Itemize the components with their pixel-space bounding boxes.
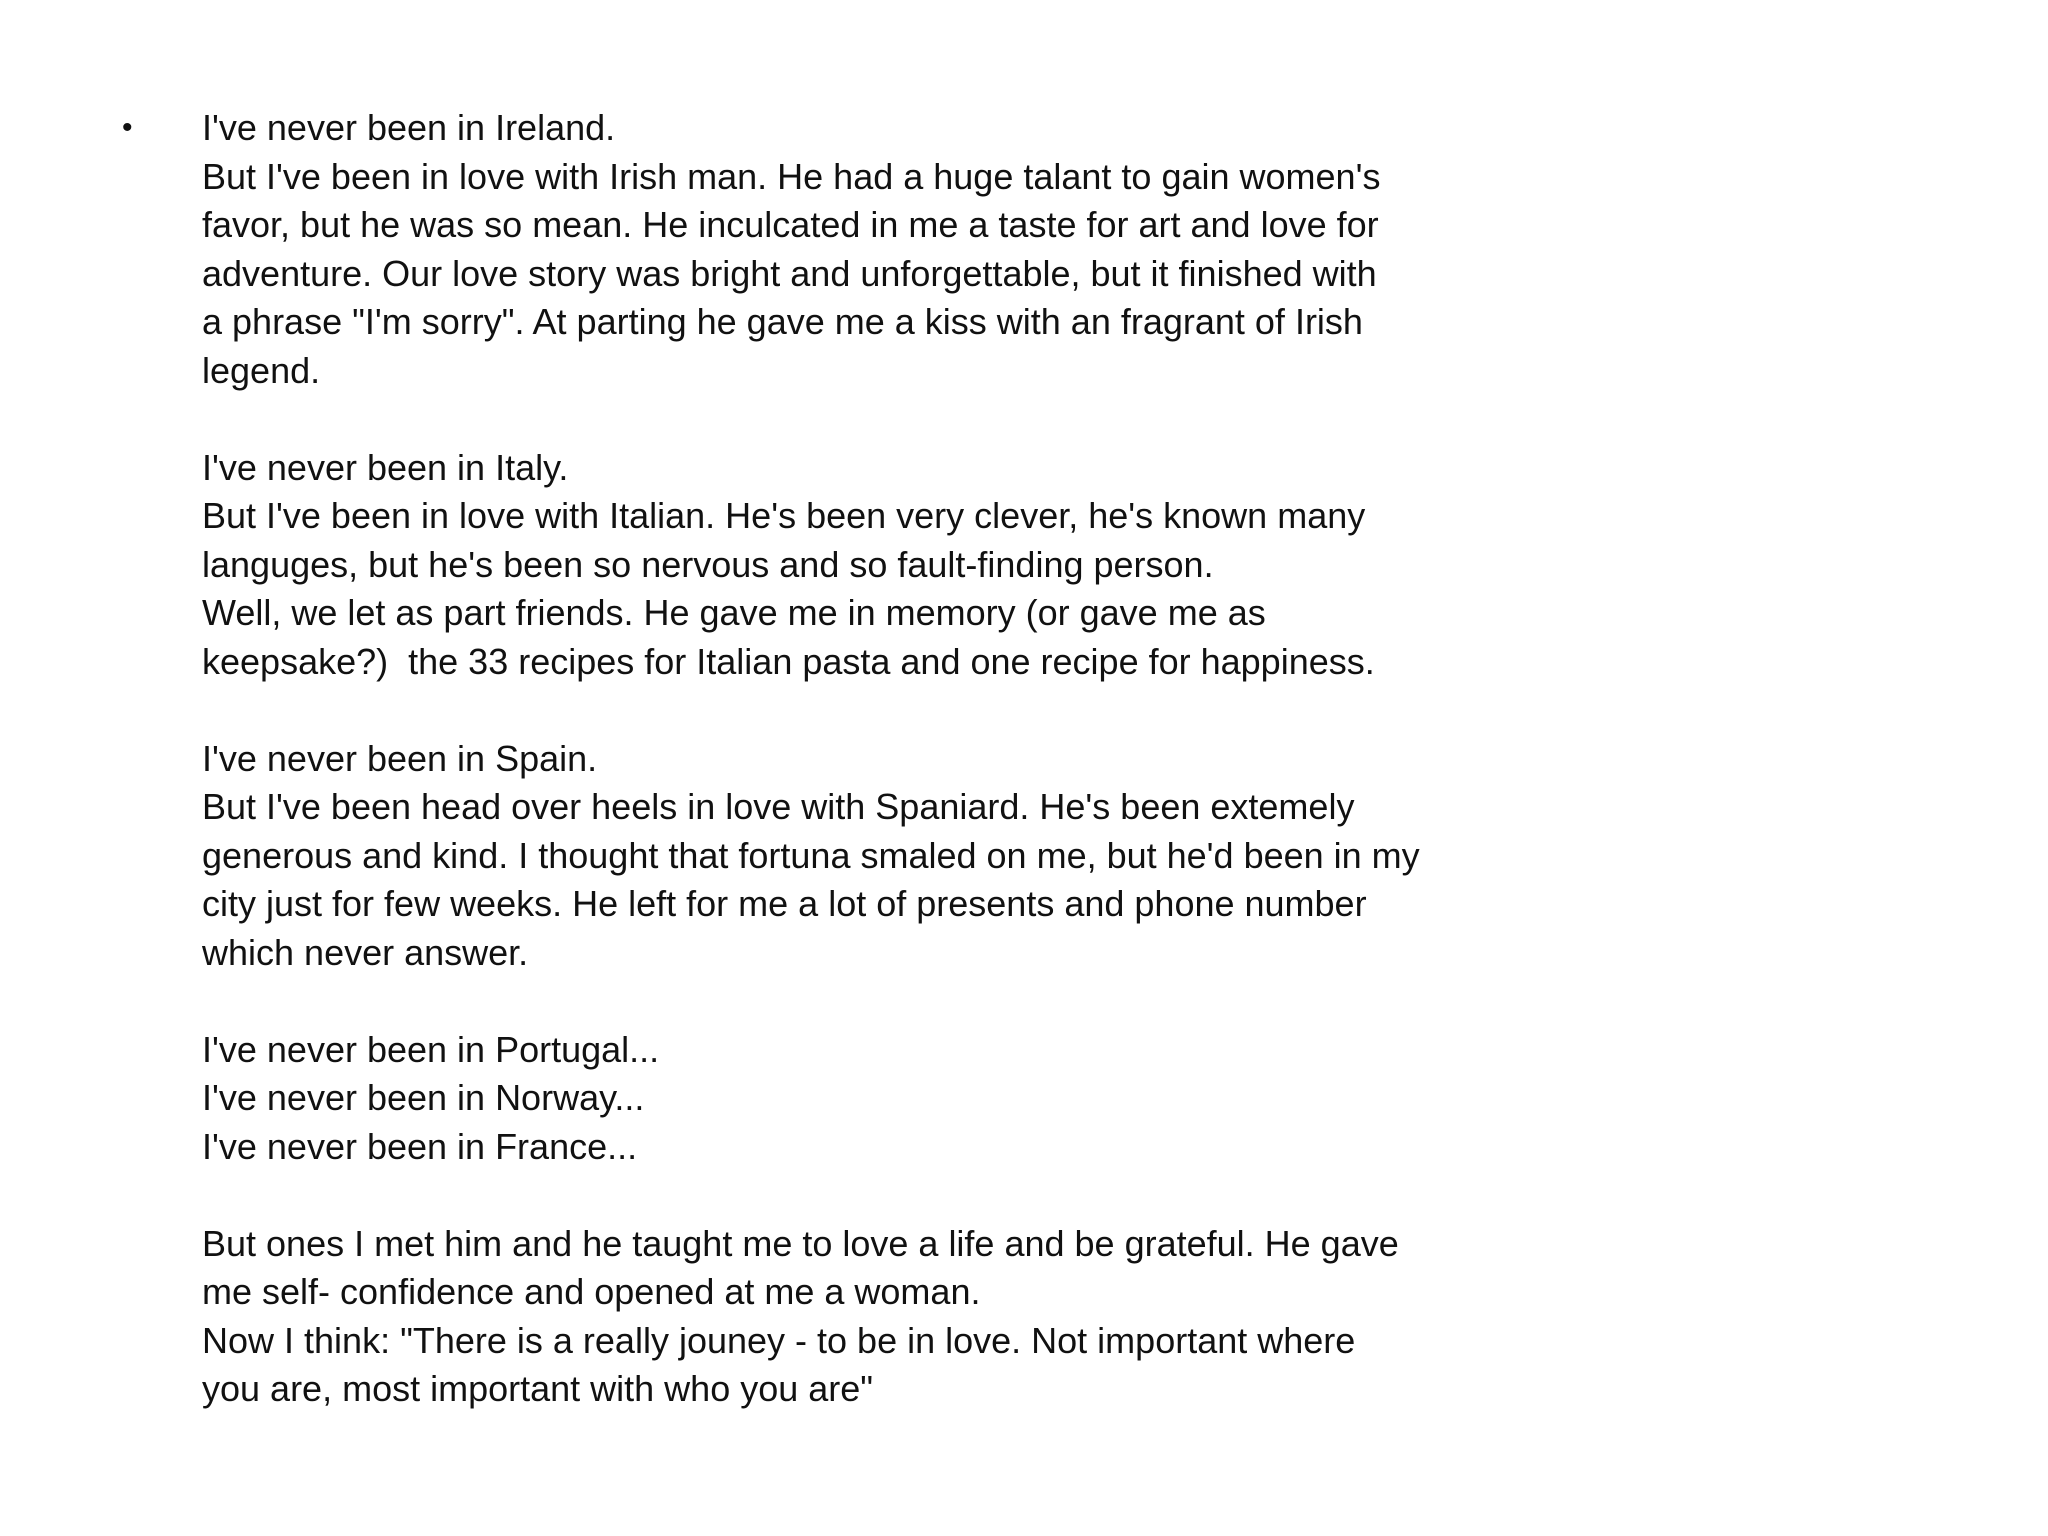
stanza-never-been bbox=[202, 1026, 1722, 1172]
stanza-gap bbox=[202, 1171, 1722, 1220]
stanza-spain bbox=[202, 735, 1722, 978]
text-line: But I've been head over heels in love with Spaniard. He's been extemely bbox=[202, 786, 1355, 827]
text-line: you are, most important with who you are" bbox=[202, 1368, 874, 1409]
text-line: city just for few weeks. He left for me a lot of presents and phone number bbox=[202, 883, 1367, 924]
stanza-gap bbox=[202, 686, 1722, 735]
text-line: adventure. Our love story was bright and unforgettable, but it finished with bbox=[202, 252, 1377, 294]
text-line: keepsake?) the 33 recipes for Italian pasta and one recipe for happiness. bbox=[202, 640, 1375, 682]
stanza-gap bbox=[202, 395, 1722, 444]
text-line: Well, we let as part friends. He gave me in memory (or gave me as bbox=[202, 592, 1266, 633]
text-line: I've never been in Ireland. bbox=[202, 107, 616, 148]
stanza-ireland bbox=[202, 104, 1722, 395]
stanza-italy bbox=[202, 444, 1722, 687]
text-line: I've never been in France... bbox=[202, 1125, 638, 1167]
text-line: But I've been in love with Irish man. He had a huge talant to gain women's bbox=[202, 155, 1381, 197]
bullet-marker: • bbox=[122, 111, 133, 144]
text-line: I've never been in Portugal... bbox=[202, 1028, 660, 1070]
stanza-conclusion bbox=[202, 1220, 1722, 1414]
text-line: But I've been in love with Italian. He's been very clever, he's known many bbox=[202, 495, 1366, 536]
text-line: me self- confidence and opened at me a woman. bbox=[202, 1271, 981, 1312]
text-line: which never answer. bbox=[202, 931, 529, 973]
text-line: I've never been in Italy. bbox=[202, 446, 569, 488]
text-line: a phrase "I'm sorry". At parting he gave me a kiss with an fragrant of Irish bbox=[202, 301, 1363, 342]
text-line: I've never been in Spain. bbox=[202, 737, 598, 779]
text-line: languges, but he's been so nervous and so fault-finding person. bbox=[202, 543, 1214, 585]
text-line: legend. bbox=[202, 349, 321, 391]
text-line: I've never been in Norway... bbox=[202, 1077, 645, 1118]
text-body bbox=[202, 104, 1722, 1414]
text-line: generous and kind. I thought that fortuna smaled on me, but he'd been in my bbox=[202, 834, 1420, 876]
text-line: But ones I met him and he taught me to love a life and be grateful. He gave bbox=[202, 1222, 1399, 1264]
text-line: Now I think: "There is a really jouney - to be in love. Not important where bbox=[202, 1319, 1356, 1361]
text-line: favor, but he was so mean. He inculcated in me a taste for art and love for bbox=[202, 204, 1379, 245]
stanza-gap bbox=[202, 977, 1722, 1026]
